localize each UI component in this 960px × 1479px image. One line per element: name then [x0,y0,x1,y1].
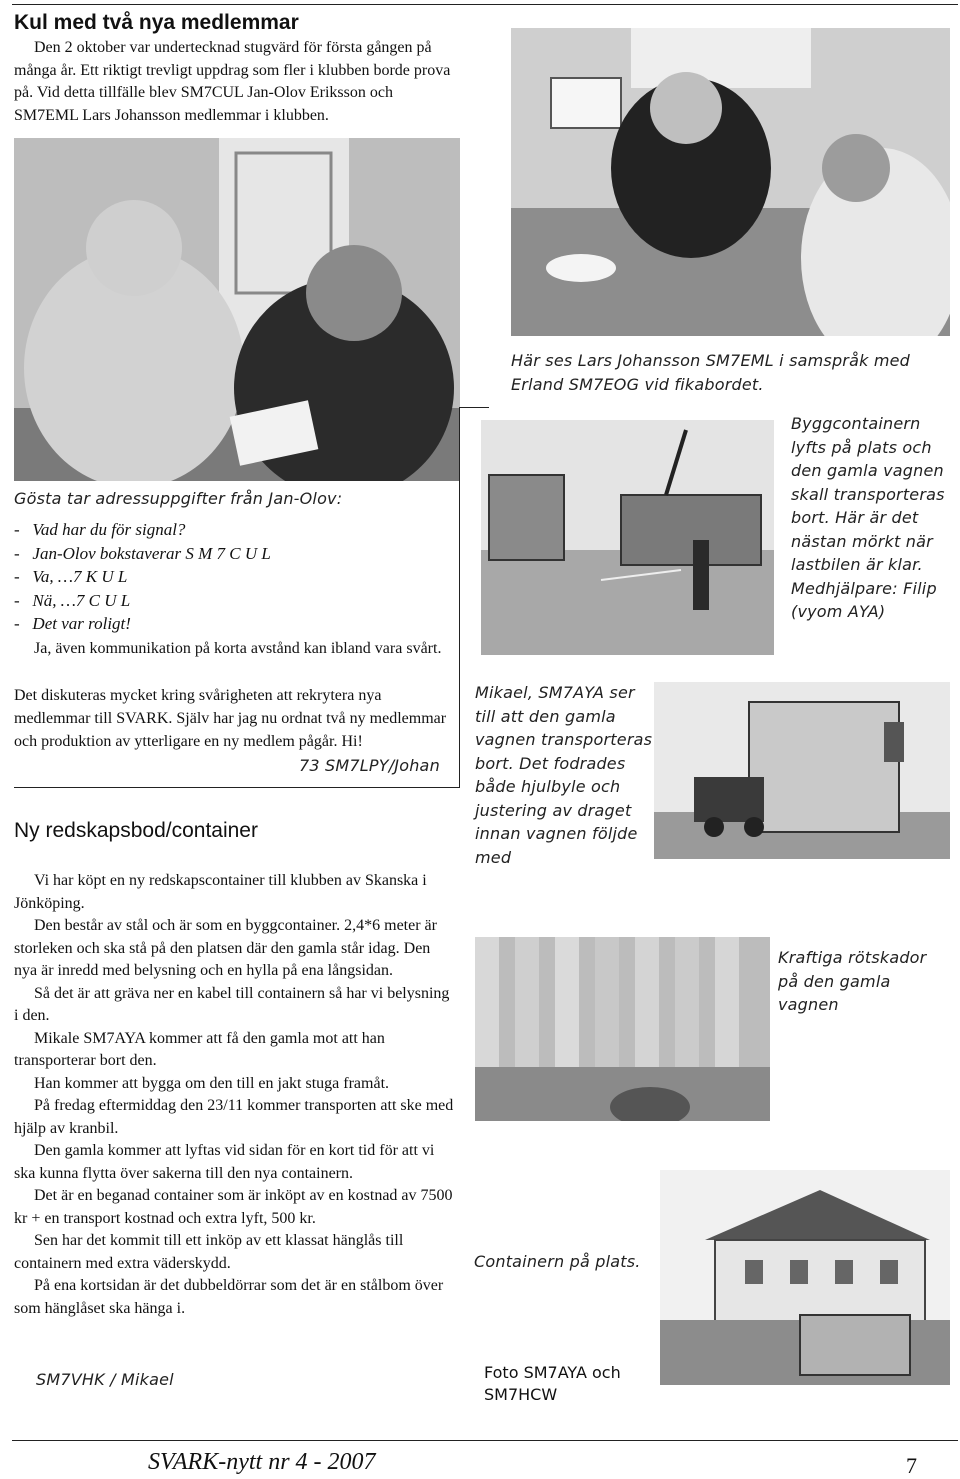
article2-paragraph: Sen har det kommit till ett inköp av ett klassat hänglås till containern med extra väderskydd. [14,1232,404,1272]
dialogue [14,518,271,636]
caption-byggcontainer: Byggcontainern lyfts på plats och den gamla vagnen skall transporteras bort. Här är det nästan mörkt när lastbilen är klar. Medhjälpare: Filip (vyom AYA) [791,414,945,621]
caption-plats: Containern på plats. [474,1252,641,1271]
photo-container-in-place [660,1170,950,1385]
signature-johan: 73 SM7LPY/Johan [299,756,440,775]
article2-paragraph: Han kommer att bygga om den till en jakt stuga framåt. [34,1074,390,1092]
intro-paragraph: Den 2 oktober var undertecknad stugvärd för första gången på många år. Ett riktigt trevligt uppdrag som fler i klubben borde prova på. Vid detta tillfälle blev SM7CUL Jan-Olov Eriksson och SM7EML Lars Johansson medlemmar i klubben. [14,39,451,124]
column-divider-tick [459,407,489,408]
dialogue-line: - Va, …7 K U L [14,567,128,587]
footer-rule [12,1440,958,1441]
signature-mikael: SM7VHK / Mikael [36,1370,174,1389]
article2-paragraph: Så det är att gräva ner en kabel till containern så har vi belysning i den. [14,984,450,1024]
caption-foto: Foto SM7AYA och SM7HCW [484,1363,621,1404]
column-divider [459,407,460,788]
paragraph-communication: Ja, även kommunikation på korta avstånd kan ibland vara svårt. [34,640,442,657]
article2-title: Ny redskapsbod/container [14,819,258,842]
photo-lars-erland [511,28,950,336]
article2-paragraph: På fredag eftermiddag den 23/11 kommer transporten att ske med hjälp av kranbil. [14,1097,454,1137]
photo-crane-container [481,420,774,655]
caption-lars: Här ses Lars Johansson SM7EML i samspråk med Erland SM7EOG vid fikabordet. [511,351,911,394]
photo-trailer-drawing [654,682,950,859]
caption-rotskador: Kraftiga rötskador på den gamla vagnen [778,948,927,1014]
article2-paragraph: Den består av stål och är som en byggcontainer. 2,4*6 meter är storleken och ska stå på den platsen där den gamla står idag. Den nya är inredd med belysning och en hylla på ena långsidan. [14,917,437,979]
article2-paragraph: Det är en beganad container som är inköpt av en kostnad av 7500 kr + en transport kostnad och extra lyft, 500 kr. [14,1187,453,1227]
paragraph-recruit: Det diskuteras mycket kring svårigheten att rekrytera nya medlemmar till SVARK. Själv har jag nu ordnat två ny medlemmar och produktion av ytterligare en ny medlem pågår. Hi! [14,687,447,750]
dialogue-line: - Vad har du för signal? [14,520,186,539]
photo-house-drawing [660,1170,950,1385]
article2-paragraph: Mikale SM7AYA kommer att få den gamla mot att han transporterar bort den. [14,1029,385,1069]
top-rule [12,4,958,5]
photo-lars-erland-drawing [511,28,950,336]
photo-trailer-truck [654,682,950,859]
page-number: 7 [906,1453,917,1478]
caption-gosta: Gösta tar adressuppgifter från Jan-Olov: [14,489,343,508]
article2-paragraph: Vi har köpt en ny redskapscontainer till klubben av Skanska i Jönköping. [14,872,427,912]
dialogue-line: - Det var roligt! [14,614,131,634]
section-divider [14,787,459,788]
footer-issue: SVARK-nytt nr 4 - 2007 [148,1449,376,1475]
article2-paragraph: Den gamla kommer att lyftas vid sidan för en kort tid för att vi ska kunna flytta över sakerna till den nya containern. [14,1142,435,1182]
caption-mikael: Mikael, SM7AYA ser till att den gamla vagnen transporteras bort. Det fodrades både hjulbyle och justering av draget innan vagnen följde med [475,683,653,867]
article2-paragraph: På ena kortsidan är det dubbeldörrar som det är en stålbom över som hänglåset ska hänga i. [14,1277,444,1317]
photo-gosta-janolov-drawing [14,138,460,481]
dialogue-line: - Jan-Olov bokstaverar S M 7 C U L [14,543,271,563]
article-title: Kul med två nya medlemmar [14,11,299,34]
dialogue-line: - Nä, …7 C U L [14,590,131,610]
photo-rot-damage [475,937,770,1121]
photo-rot-drawing [475,937,770,1121]
photo-crane-drawing [481,420,774,655]
article2-body [14,870,454,1320]
photo-gosta-janolov [14,138,460,481]
